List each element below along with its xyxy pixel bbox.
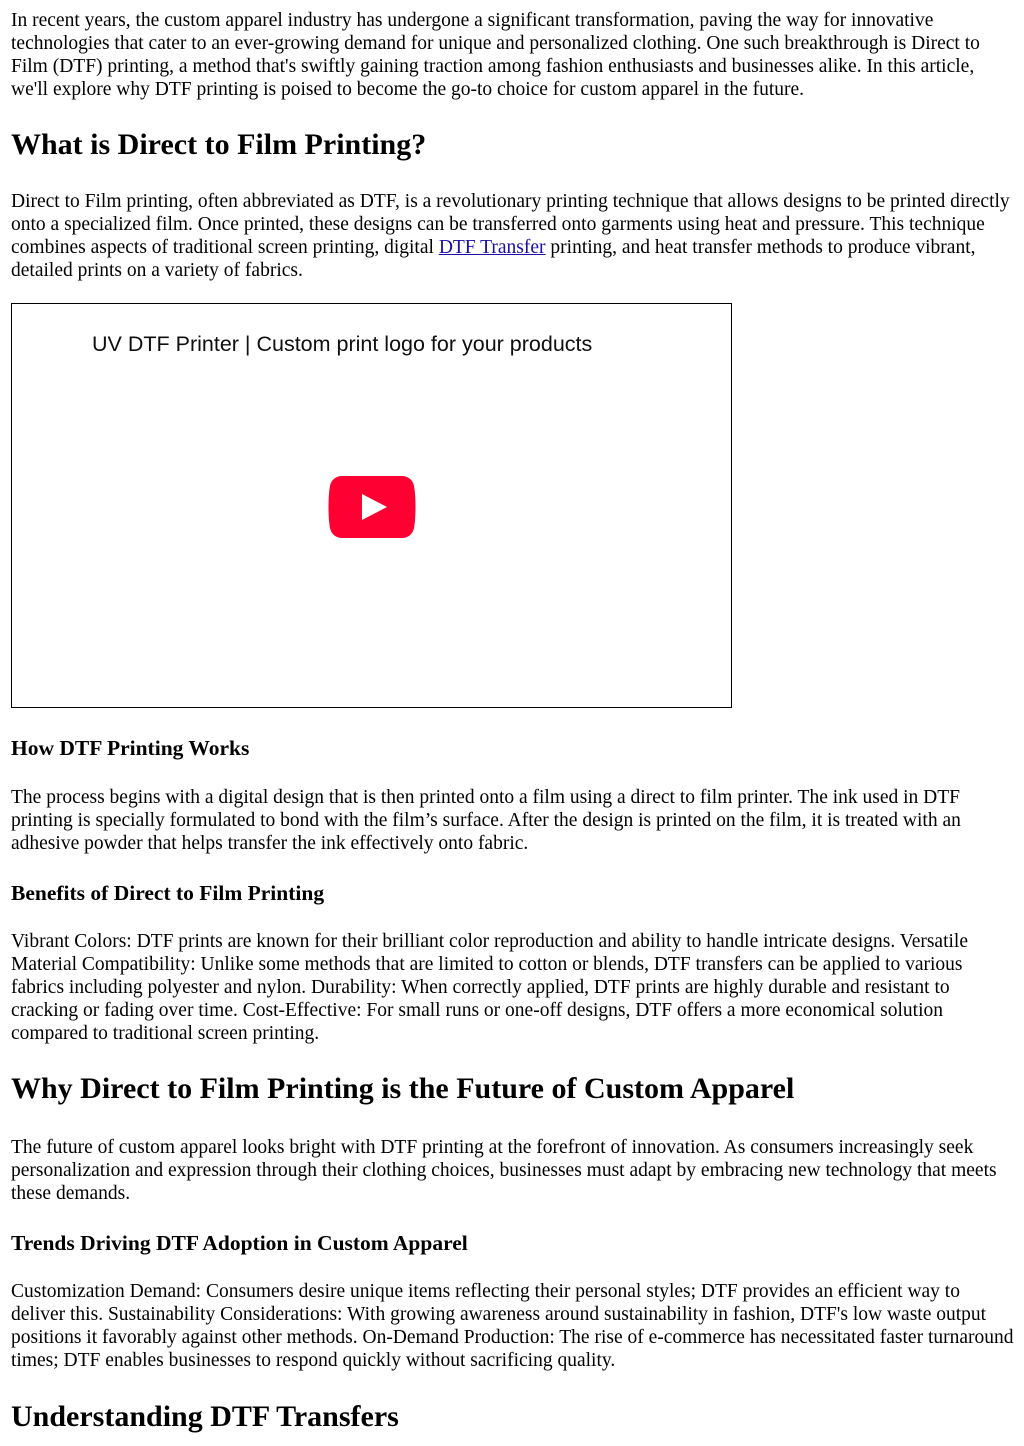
intro-paragraph: In recent years, the custom apparel industry has undergone a significant transformation, paving the way for innovative technologies that cater to an ever-growing demand for unique and personalized clothing. One such breakthrough is Direct to Film (DTF) printing, a method that's swiftly gaining traction among fashion enthusiasts and businesses alike. In this article, we'll explore why DTF printing is poised to become the go-to choice for custom apparel in the future. bbox=[11, 10, 980, 100]
heading-benefits: Benefits of Direct to Film Printing bbox=[11, 881, 325, 905]
dtf-transfer-link[interactable]: DTF Transfer bbox=[438, 237, 546, 258]
heading-why-future: Why Direct to Film Printing is the Future of Custom Apparel bbox=[11, 1072, 795, 1105]
heading-what-is-dtf: What is Direct to Film Printing? bbox=[11, 128, 427, 161]
what-is-dtf-paragraph bbox=[11, 190, 1015, 282]
benefits-paragraph: Vibrant Colors: DTF prints are known for their brilliant color reproduction and ability to handle intricate designs. Versatile Material Compatibility: Unlike some methods that are limited to cotton or blends, DTF transfers can be applied to various fabrics including polyester and nylon. Durability: When correctly applied, DTF prints are highly durable and resistant to cracking or fading over time. Cost-Effective: For small runs or one-off designs, DTF offers a more economical solution compared to traditional screen printing. bbox=[11, 931, 968, 1044]
trends-paragraph: Customization Demand: Consumers desire unique items reflecting their personal styles; DTF provides an efficient way to deliver this. Sustainability Considerations: With growing awareness around sustainability in fashion, DTF's low waste output positions it favorably against other methods. On-Demand Production: The rise of e-commerce has necessitated faster turnaround times; DTF enables businesses to respond quickly without sacrificing quality. bbox=[11, 1281, 1014, 1371]
what-text-before-link: Direct to Film printing, often abbreviated as DTF, is a revolutionary printing technique that allows designs to be printed directly onto a specialized film. Once printed, these designs can be transferred onto garments using heat and pressure. This technique combines aspects of traditional screen printing, digital bbox=[11, 191, 1010, 258]
heading-trends: Trends Driving DTF Adoption in Custom Apparel bbox=[11, 1231, 468, 1255]
why-future-paragraph: The future of custom apparel looks bright with DTF printing at the forefront of innovation. As consumers increasingly seek personalization and expression through their clothing choices, businesses must adapt by embracing new technology that meets these demands. bbox=[11, 1137, 997, 1204]
how-dtf-works-paragraph: The process begins with a digital design that is then printed onto a film using a direct to film printer. The ink used in DTF printing is specially formulated to bond with the film’s surface. After the design is printed on the film, it is treated with an adhesive powder that helps transfer the ink effectively onto fabric. bbox=[11, 787, 961, 854]
video-embed[interactable] bbox=[11, 303, 732, 708]
what-text-after-link: printing, and heat transfer methods to produce vibrant, detailed prints on a variety of fabrics. bbox=[11, 237, 976, 281]
youtube-play-icon[interactable] bbox=[328, 476, 416, 538]
heading-how-dtf-works: How DTF Printing Works bbox=[11, 736, 250, 760]
video-title[interactable]: UV DTF Printer | Custom print logo for your products bbox=[92, 332, 593, 356]
heading-understanding-dtf: Understanding DTF Transfers bbox=[11, 1400, 399, 1433]
